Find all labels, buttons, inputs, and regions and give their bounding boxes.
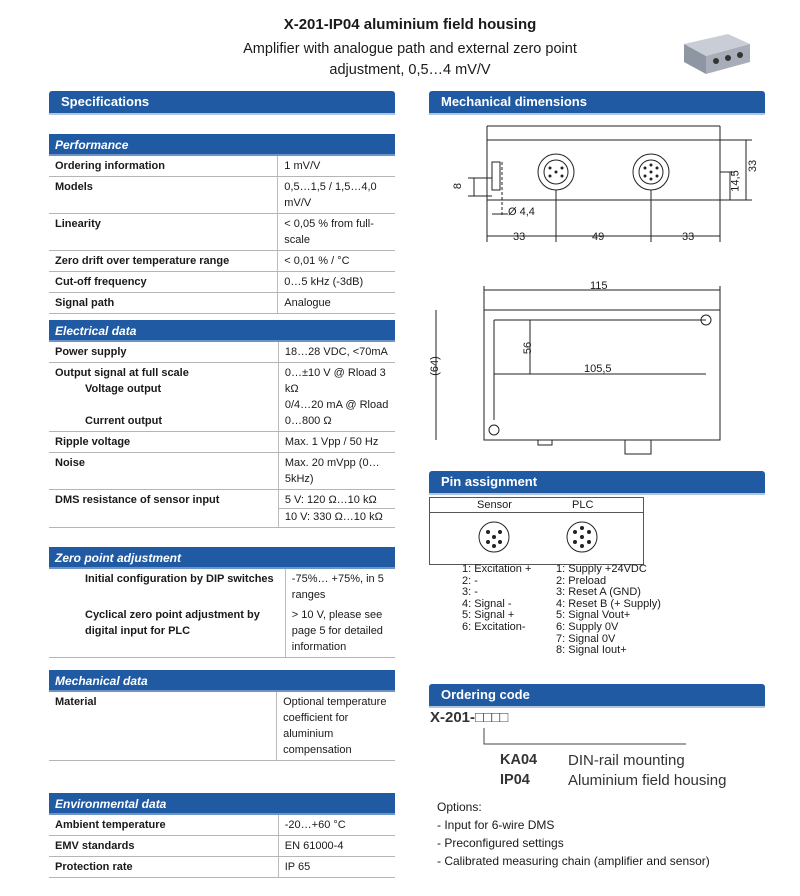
options-list <box>437 798 710 870</box>
performance-heading: Performance <box>49 134 395 156</box>
options-title: Options: <box>437 800 482 814</box>
electrical-table <box>49 320 395 528</box>
spec-value: EN 61000-4 <box>278 836 395 857</box>
plc-pin-list <box>556 564 661 657</box>
mechanical-heading: Mechanical data <box>49 670 395 692</box>
pin-item: 5: Signal Vout+ <box>556 609 631 622</box>
mechanical-data-table <box>49 670 395 761</box>
spec-value: 1 mV/V <box>278 156 395 177</box>
sensor-label: Sensor <box>477 499 512 511</box>
spec-key: EMV standards <box>49 836 278 857</box>
pin-item: 2: - <box>462 574 478 587</box>
section-pin-assignment: Pin assignment <box>429 471 765 493</box>
dms-values <box>278 490 395 528</box>
spec-value: 5 V: 120 Ω…10 kΩ <box>279 492 395 509</box>
spec-key: Signal path <box>49 293 278 314</box>
section-mechanical-dimensions: Mechanical dimensions <box>429 91 765 113</box>
spec-value: Analogue <box>278 293 395 314</box>
sensor-pin-list <box>462 564 531 634</box>
subtitle-line-2: adjustment, 0,5…4 mV/V <box>329 62 491 78</box>
spec-key: DMS resistance of sensor input <box>49 490 278 528</box>
pin-item: 3: - <box>462 586 478 599</box>
spec-key: Noise <box>49 453 278 490</box>
spec-key: Output signal at full scale <box>55 367 189 379</box>
spec-key: Cut-off frequency <box>49 272 278 293</box>
pin-item: 1: Supply +24VDC <box>556 563 647 575</box>
dim-33-a: 33 <box>513 231 526 243</box>
ordering-desc-ip04: Aluminium field housing <box>568 772 727 789</box>
pin-item: 7: Signal 0V <box>556 632 616 645</box>
spec-key: Ripple voltage <box>49 432 278 453</box>
pin-item: 2: Preload <box>556 574 607 587</box>
spec-key: Voltage output <box>85 383 162 395</box>
spec-key: Material <box>49 692 277 761</box>
ordering-code-ka04: KA04 <box>500 752 538 768</box>
spec-key: Power supply <box>49 342 278 363</box>
spec-key: Initial configuration by DIP switches <box>49 569 285 605</box>
section-ordering-code: Ordering code <box>429 684 765 706</box>
pin-item: 5: Signal + <box>462 609 515 622</box>
spec-key: Zero drift over temperature range <box>49 251 278 272</box>
spec-value: 0…±10 V @ Rload 3 kΩ <box>284 367 386 395</box>
pin-item: 8: Signal Iout+ <box>556 644 627 657</box>
ordering-code-prefix: X-201- <box>430 709 476 726</box>
plc-connector-icon <box>565 520 599 554</box>
ordering-code-line <box>430 709 507 726</box>
spec-key: Ambient temperature <box>49 815 278 836</box>
dim-33-b: 33 <box>682 231 695 243</box>
spec-key: Ordering information <box>49 156 278 177</box>
dim-14-5: 14,5 <box>729 170 742 192</box>
product-title: X-201-IP04 aluminium field housing <box>283 16 537 33</box>
plc-label: PLC <box>572 499 594 511</box>
spec-value: 18…28 VDC, <70mA <box>278 342 395 363</box>
pin-item: 6: Supply 0V <box>556 620 619 633</box>
ordering-code-boxes: □□□□ <box>475 709 508 726</box>
pin-item: 4: Reset B (+ Supply) <box>556 597 661 610</box>
spec-value: 0/4…20 mA @ Rload 0…800 Ω <box>284 399 389 427</box>
ordering-code-ip04: IP04 <box>500 772 530 788</box>
option-item: - Calibrated measuring chain (amplifier and sensor) <box>437 854 710 868</box>
spec-value: > 10 V, please see page 5 for detailed information <box>285 605 395 658</box>
spec-value: -20…+60 °C <box>278 815 395 836</box>
electrical-heading: Electrical data <box>49 320 395 342</box>
dim-56: 56 <box>522 341 535 355</box>
output-signal-keys <box>49 363 278 432</box>
pin-diagram-box <box>429 497 644 565</box>
output-signal-values <box>278 363 395 432</box>
dim-33-right: 33 <box>747 159 760 173</box>
performance-table <box>49 134 395 314</box>
pin-item: 3: Reset A (GND) <box>556 586 641 599</box>
sensor-connector-icon <box>477 520 511 554</box>
product-photo <box>680 30 752 76</box>
spec-value: Max. 1 Vpp / 50 Hz <box>278 432 395 453</box>
dim-4-4: Ø 4,4 <box>508 206 535 218</box>
ordering-code-bracket <box>480 728 690 748</box>
spec-value: Optional temperature coefficient for aluminium compensation <box>277 692 395 761</box>
environmental-heading: Environmental data <box>49 793 395 815</box>
spec-value: < 0,05 % from full-scale <box>278 214 395 251</box>
product-subtitle <box>200 39 620 81</box>
spec-value: 0…5 kHz (-3dB) <box>278 272 395 293</box>
spec-value: 10 V: 330 Ω…10 kΩ <box>284 511 383 523</box>
pin-item: 6: Excitation- <box>462 620 526 633</box>
dim-8: 8 <box>452 182 465 190</box>
spec-key: Linearity <box>49 214 278 251</box>
spec-key: Current output <box>85 415 162 427</box>
spec-value: -75%… +75%, in 5 ranges <box>291 573 384 601</box>
pin-item: 1: Excitation + <box>462 563 532 575</box>
zero-point-heading: Zero point adjustment <box>49 547 395 569</box>
pin-item: 4: Signal - <box>462 597 512 610</box>
dim-105-5: 105,5 <box>584 363 612 375</box>
pin-box-header-line <box>429 512 644 513</box>
spec-key: Cyclical zero point adjustment by digital input for PLC <box>49 605 285 658</box>
subtitle-line-1: Amplifier with analogue path and external zero point <box>243 41 577 57</box>
ordering-desc-ka04: DIN-rail mounting <box>568 752 685 769</box>
option-item: - Input for 6-wire DMS <box>437 818 555 832</box>
section-specifications: Specifications <box>49 91 395 113</box>
spec-value: IP 65 <box>278 857 395 878</box>
dim-49: 49 <box>592 231 605 243</box>
dim-64: (64) <box>428 356 441 376</box>
spec-value: 0,5…1,5 / 1,5…4,0 mV/V <box>278 177 395 214</box>
dim-115: 115 <box>590 280 608 292</box>
spec-value: < 0,01 % / °C <box>278 251 395 272</box>
environmental-table <box>49 793 395 878</box>
option-item: - Preconfigured settings <box>437 836 564 850</box>
spec-value: Max. 20 mVpp (0…5kHz) <box>278 453 395 490</box>
spec-key: Protection rate <box>49 857 278 878</box>
spec-key: Models <box>49 177 278 214</box>
zero-point-table <box>49 547 395 658</box>
